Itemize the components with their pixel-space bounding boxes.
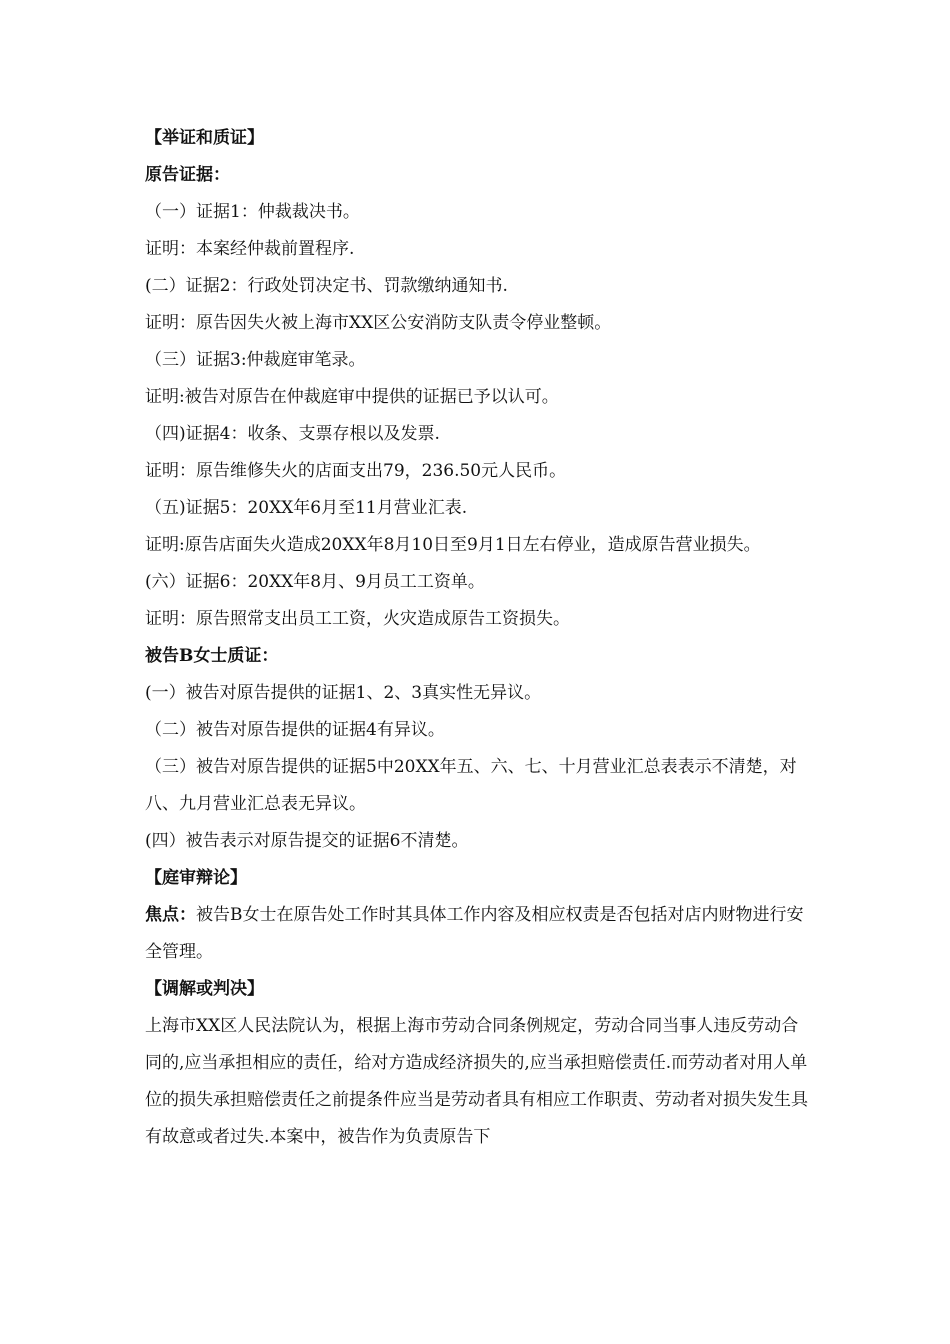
- debate-heading: 【庭审辩论】: [145, 868, 247, 888]
- defendant-title: 被告B女士质证：: [145, 646, 279, 666]
- defendant-item-4: (四）被告表示对原告提交的证据6不清楚。: [145, 831, 469, 851]
- plaintiff-item-2: 证明：本案经仲裁前置程序.: [145, 239, 355, 259]
- defendant-item-3: （三）被告对原告提供的证据5中20XX年五、六、七、十月营业汇总表表示不清楚，对八、九月营业汇总表无异议。: [145, 757, 797, 814]
- document-body: [145, 120, 810, 1156]
- evidence-heading: 【举证和质证】: [145, 128, 264, 148]
- plaintiff-item-11: (六）证据6：20XX年8月、9月员工工资单。: [145, 572, 485, 592]
- plaintiff-item-5: （三）证据3:仲裁庭审笔录。: [145, 350, 366, 370]
- plaintiff-item-4: 证明：原告因失火被上海市XX区公安消防支队责令停业整顿。: [145, 313, 612, 333]
- plaintiff-item-10: 证明:原告店面失火造成20XX年8月10日至9月1日左右停业，造成原告营业损失。: [145, 535, 761, 555]
- plaintiff-item-9: （五)证据5：20XX年6月至11月营业汇表.: [145, 498, 468, 518]
- defendant-item-1: (一）被告对原告提供的证据1、2、3真实性无异议。: [145, 683, 542, 703]
- plaintiff-item-8: 证明：原告维修失火的店面支出79，236.50元人民币。: [145, 461, 567, 481]
- focus-text: 被告B女士在原告处工作时其具体工作内容及相应权责是否包括对店内财物进行安全管理。: [145, 905, 804, 962]
- plaintiff-item-3: (二）证据2：行政处罚决定书、罚款缴纳通知书.: [145, 276, 508, 296]
- plaintiff-item-12: 证明：原告照常支出员工工资，火灾造成原告工资损失。: [145, 609, 570, 629]
- plaintiff-item-7: （四)证据4：收条、支票存根以及发票.: [145, 424, 440, 444]
- plaintiff-item-6: 证明:被告对原告在仲裁庭审中提供的证据已予以认可。: [145, 387, 559, 407]
- defendant-item-2: （二）被告对原告提供的证据4有异议。: [145, 720, 445, 740]
- judgment-paragraph: 上海市XX区人民法院认为，根据上海市劳动合同条例规定，劳动合同当事人违反劳动合同的,应当承担相应的责任，给对方造成经济损失的,应当承担赔偿责任.而劳动者对用人单位的损失承担赔偿责任之前提条件应当是劳动者具有相应工作职责、劳动者对损失发生具有故意或者过失.本案中，被告作为负责原告下: [145, 1016, 808, 1147]
- judgment-heading: 【调解或判决】: [145, 979, 264, 999]
- plaintiff-evidence-title: 原告证据：: [145, 165, 230, 185]
- focus-paragraph: [145, 897, 810, 971]
- focus-label: 焦点：: [145, 905, 196, 925]
- plaintiff-item-1: （一）证据1：仲裁裁决书。: [145, 202, 360, 222]
